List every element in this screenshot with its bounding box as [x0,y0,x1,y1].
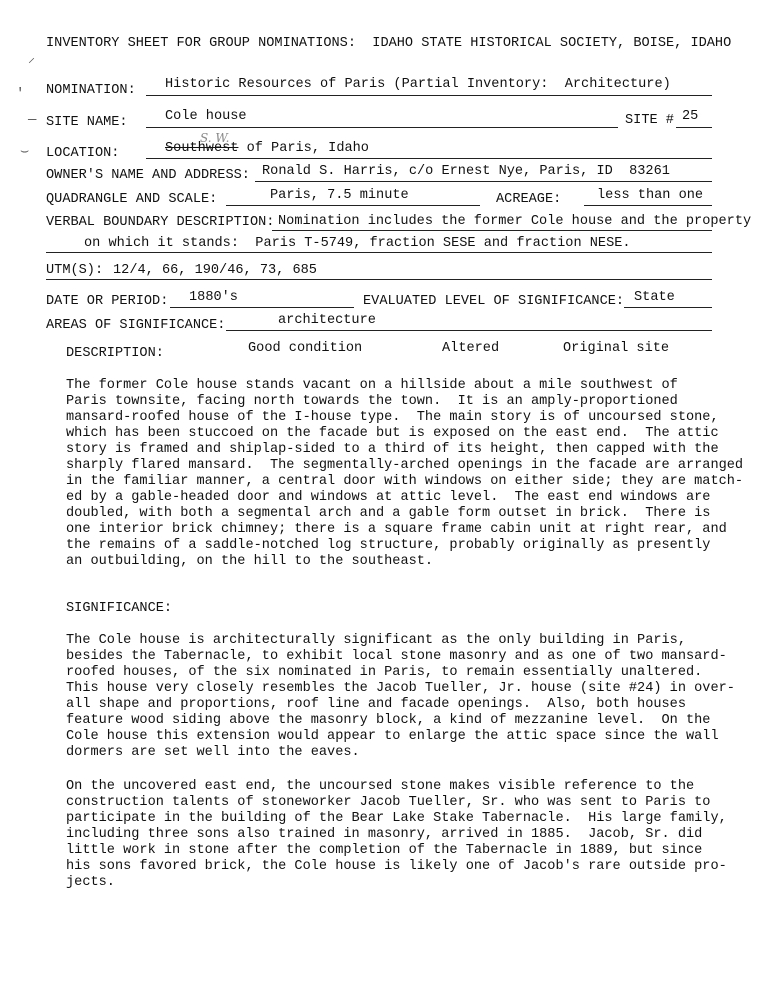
check-mark-icon: ⌣ [20,144,30,160]
check-mark-icon: ' [16,86,25,102]
evaluated-value: State [634,290,675,305]
utm-value: 12/4, 66, 190/46, 73, 685 [113,263,317,278]
text-line: Paris townsite, facing north towards the town. It is an amply-proportioned [66,394,678,409]
verbal-boundary-rule2 [46,252,712,253]
nomination-rule [146,95,712,96]
date-rule [170,307,354,308]
text-line: The Cole house is architecturally significant as the only building in Paris, [66,633,686,648]
text-line: little work in stone after the completion of the Tabernacle in 1889, but since [66,843,703,858]
text-line: Cole house this extension would appear to enlarge the attic space since the wall [66,729,719,744]
date-value: 1880's [189,290,238,305]
location-value [165,141,369,157]
form-header: INVENTORY SHEET FOR GROUP NOMINATIONS: IDAHO STATE HISTORICAL SOCIETY, BOISE, IDAHO [46,36,732,51]
location-handwritten-note: S. W. [200,131,230,145]
quadrangle-label: QUADRANGLE AND SCALE: [46,192,218,207]
quadrangle-value: Paris, 7.5 minute [270,188,409,203]
text-line: ed by a gable-headed door and windows at attic level. The east end windows are [66,490,711,505]
text-line: one interior brick chimney; there is a square frame cabin unit at right rear, and [66,522,727,537]
owner-value: Ronald S. Harris, c/o Ernest Nye, Paris, ID 83261 [262,164,670,179]
acreage-rule [584,205,712,206]
utm-label: UTM(S): [46,263,104,278]
site-name-value: Cole house [165,109,247,124]
text-line: besides the Tabernacle, to exhibit local stone masonry and as one of two mansard- [66,649,727,664]
text-line: On the uncovered east end, the uncoursed stone makes visible reference to the [66,779,695,794]
site-number-value: 25 [682,109,699,124]
verbal-boundary-rule [272,230,712,231]
check-mark-icon: ⸝ [28,51,35,67]
description-label: DESCRIPTION: [66,346,164,361]
text-line: in the familiar manner, a central door with windows on either side; they are match- [66,474,744,489]
text-line: his sons favored brick, the Cole house is likely one of Jacob's rare outside pro- [66,859,727,874]
text-line: mansard-roofed house of the I-house type. The main story is of uncoursed stone, [66,410,719,425]
condition-value: Good condition [248,341,363,356]
evaluated-label: EVALUATED LEVEL OF SIGNIFICANCE: [363,294,625,309]
owner-rule [255,181,712,182]
text-line: which has been stuccoed on the facade but is exposed on the east end. The attic [66,426,719,441]
nomination-label: NOMINATION: [46,83,136,98]
site-name-label: SITE NAME: [46,115,128,130]
altered-value: Altered [442,341,500,356]
utm-rule [46,279,712,280]
quadrangle-rule [226,205,480,206]
text-line: doubled, with both a segmental arch and a gable form outset in brick. There is [66,506,711,521]
site-number-rule [676,127,712,128]
date-label: DATE OR PERIOD: [46,294,169,309]
location-rule [146,158,712,159]
text-line: an outbuilding, on the hill to the southeast. [66,554,434,569]
areas-value: architecture [278,313,376,328]
check-mark-icon: — [28,112,37,128]
site-status-value: Original site [563,341,670,356]
text-line: dormers are set well into the eaves. [66,745,360,760]
text-line: This house very closely resembles the Jacob Tueller, Jr. house (site #24) in over- [66,681,735,696]
text-line: jects. [66,875,115,890]
text-line: construction talents of stoneworker Jacob Tueller, Sr. who was sent to Paris to [66,795,711,810]
text-line: sharply flared mansard. The segmentally-arched openings in the facade are arranged [66,458,744,473]
text-line: the remains of a saddle-notched log structure, probably originally as presently [66,538,711,553]
location-label: LOCATION: [46,146,120,161]
areas-rule [226,330,712,331]
significance-label: SIGNIFICANCE: [66,601,173,616]
verbal-boundary-line2: on which it stands: Paris T-5749, fraction SESE and fraction NESE. [84,236,631,251]
evaluated-rule [624,307,712,308]
acreage-label: ACREAGE: [496,192,562,207]
text-line: The former Cole house stands vacant on a hillside about a mile southwest of [66,378,678,393]
text-line: including three sons also trained in masonry, arrived in 1885. Jacob, Sr. did [66,827,703,842]
verbal-boundary-line1: Nomination includes the former Cole house and the property [278,214,752,229]
site-name-rule [146,127,618,128]
location-text: of Paris, Idaho [238,141,369,156]
text-line: story is framed and shiplap-sided to a third of its height, then capped with the [66,442,719,457]
text-line: participate in the building of the Bear Lake Stake Tabernacle. His large family, [66,811,727,826]
owner-label: OWNER'S NAME AND ADDRESS: [46,168,250,183]
text-line: all shape and proportions, roof line and facade openings. Also, both houses [66,697,686,712]
verbal-boundary-label: VERBAL BOUNDARY DESCRIPTION: [46,215,275,230]
text-line: feature wood siding above the masonry block, a kind of mezzanine level. On the [66,713,711,728]
nomination-value: Historic Resources of Paris (Partial Inventory: Architecture) [165,77,671,92]
text-line: roofed houses, of the six nominated in Paris, to remain essentially unaltered. [66,665,703,680]
acreage-value: less than one [597,188,704,203]
location-struck-text: Southwest [165,141,239,156]
areas-label: AREAS OF SIGNIFICANCE: [46,318,226,333]
site-number-label: SITE # [625,113,674,128]
